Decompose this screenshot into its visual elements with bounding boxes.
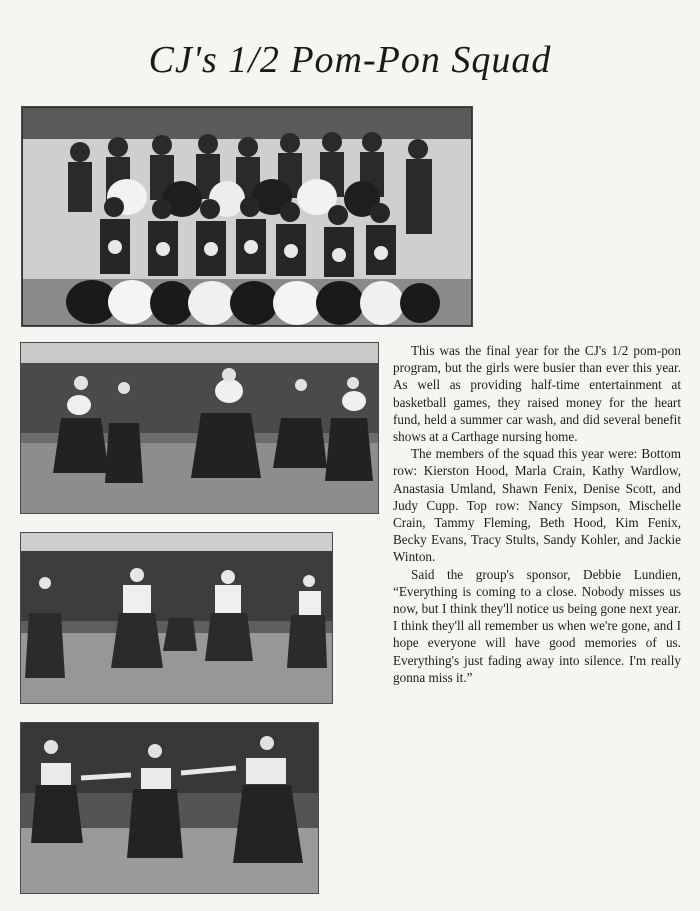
squad-group-photo	[21, 106, 473, 327]
dance-photo-2	[20, 532, 333, 704]
dance-photo-1	[20, 342, 379, 514]
article-text	[393, 342, 681, 686]
paragraph-1: This was the final year for the CJ's 1/2 pom-pon program, but the girls were busier than ever this year. As well as providing half-time entertainment at basketball games, they raised money for the heart fund, held a summer car wash, and did several benefit shows at a Carthage nursing home.	[393, 343, 681, 445]
dance-photo-3	[20, 722, 319, 894]
paragraph-3: Said the group's sponsor, Debbie Lundien, “Everything is coming to a close. Nobody misses us now, but I think they'll notice us being gone next year. I think they'll all remember us when we're gone, and I hope everyone will have good memories of us. Everything's just fading away into silence. I'm really gonna miss it.”	[393, 566, 681, 685]
page-title: CJ's 1/2 Pom-Pon Squad	[148, 39, 552, 81]
paragraph-2: The members of the squad this year were: Bottom row: Kierston Hood, Marla Crain, Kathy Wardlow, Anastasia Umland, Shawn Fenix, Denise Scott, and Judy Cupp. Top row: Nancy Simpson, Mischelle Crain, Tammy Fleming, Beth Hood, Kim Fenix, Becky Evans, Tracy Stults, Sandy Kohler, and Jackie Winton.	[393, 446, 681, 565]
